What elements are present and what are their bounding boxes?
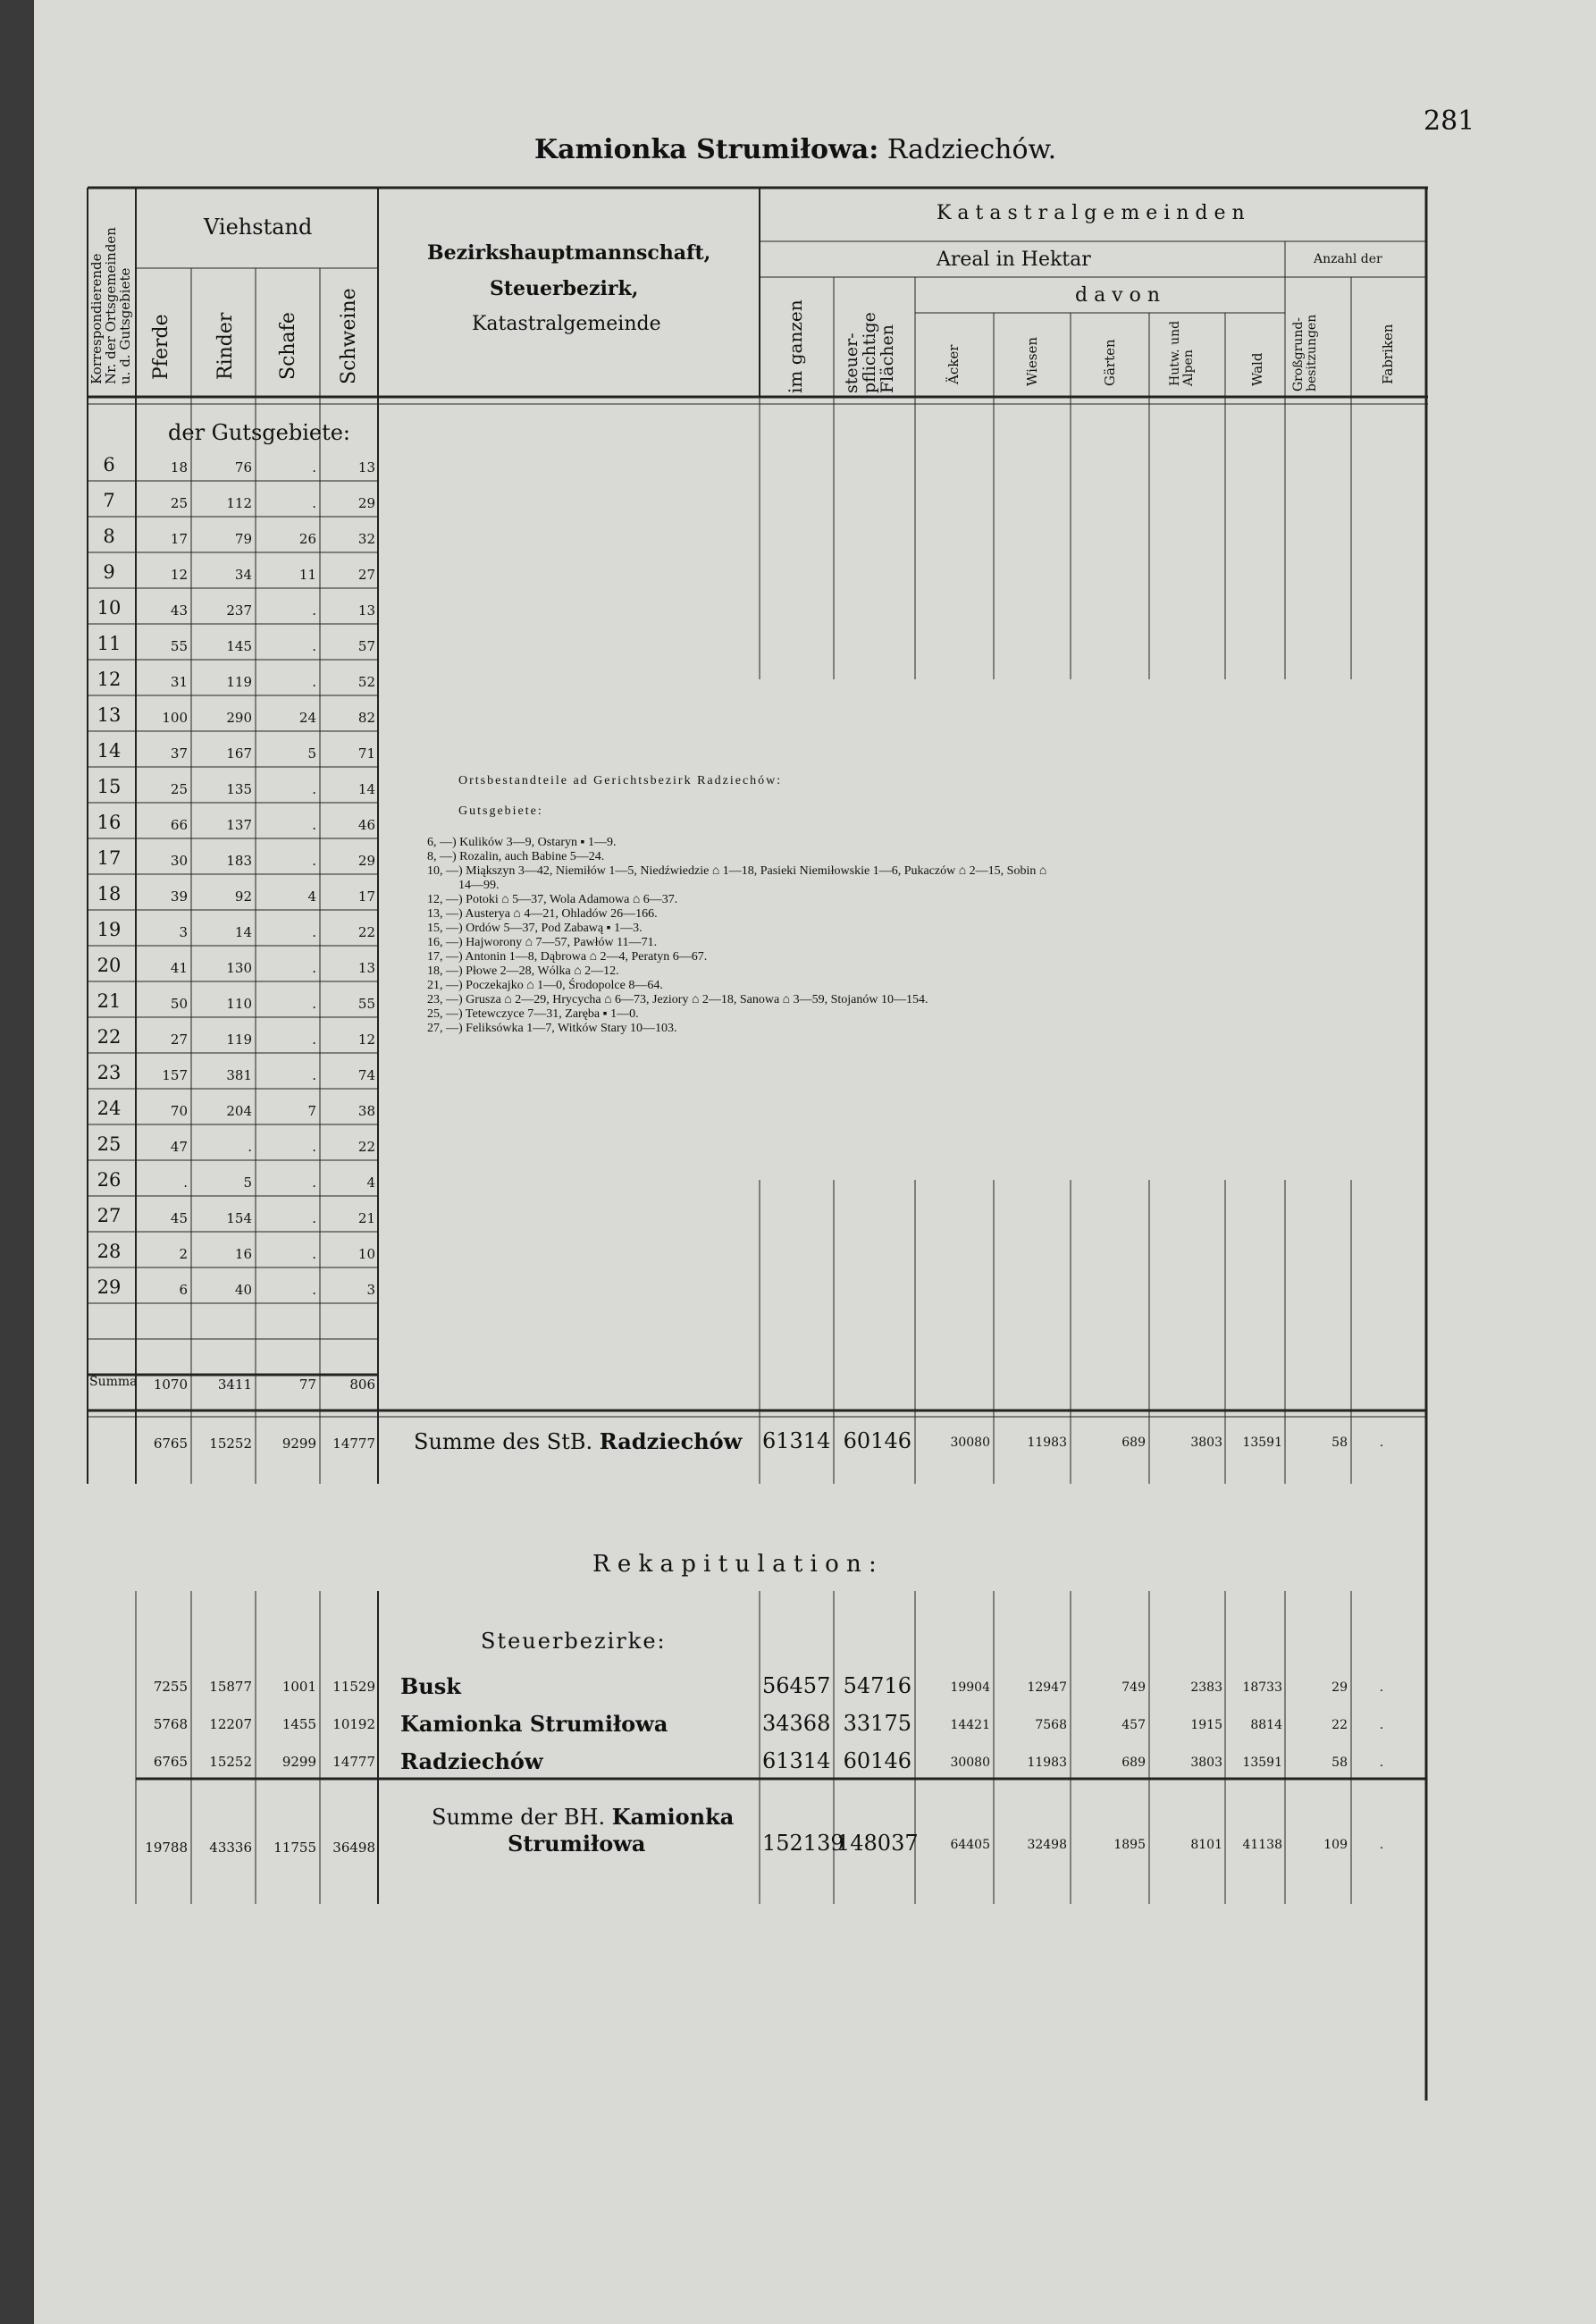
cell-schweine: 3 xyxy=(366,1282,375,1298)
cell-rinder: 112 xyxy=(226,495,252,511)
row-number: 27 xyxy=(97,1205,122,1226)
cell-s: 1001 xyxy=(281,1679,316,1695)
header-pferde: Pferde xyxy=(150,314,172,380)
areal-header: Areal in Hektar xyxy=(937,248,1091,271)
cell-pferde: 12 xyxy=(170,567,188,583)
cell-schweine: 55 xyxy=(357,996,375,1012)
cell-w: 14777 xyxy=(332,1436,375,1452)
cell-r: 15252 xyxy=(209,1436,252,1452)
cell-schafe: . xyxy=(312,996,316,1012)
cell-fabr: . xyxy=(1379,1680,1384,1695)
cell-gross: 22 xyxy=(1331,1718,1348,1732)
cell-r: 15252 xyxy=(209,1754,252,1770)
row-number: 26 xyxy=(97,1169,122,1191)
cell-schweine: 12 xyxy=(357,1031,375,1048)
cell-gross: 29 xyxy=(1331,1680,1348,1695)
cell-rinder: 119 xyxy=(226,1031,252,1048)
row-number: 24 xyxy=(97,1098,122,1119)
cell-schafe: . xyxy=(312,1031,316,1048)
cell-rinder: 79 xyxy=(234,531,252,547)
row-number: 17 xyxy=(97,847,122,869)
cell-schweine: 38 xyxy=(357,1103,375,1119)
cell-pferde: . xyxy=(183,1175,188,1191)
cell-pferde: 100 xyxy=(162,710,188,726)
cell-schweine: 57 xyxy=(357,638,375,654)
header-schweine: Schweine xyxy=(338,288,360,384)
ortsbestand-line: 23, —) Grusza ⌂ 2—29, Hrycycha ⌂ 6—73, Jeziory ⌂ 2—18, Sanowa ⌂ 3—59, Stojanów 10—154. xyxy=(427,993,928,1006)
cell-wald: 13591 xyxy=(1242,1756,1282,1770)
cell-schafe: 11 xyxy=(298,567,316,583)
cell-rinder: 34 xyxy=(234,567,252,583)
cell-wald: 13591 xyxy=(1242,1436,1282,1450)
cell-schafe: . xyxy=(312,495,316,511)
cell-gross: 58 xyxy=(1331,1756,1348,1770)
cell-schweine: 74 xyxy=(357,1067,375,1083)
cell-garten: 689 xyxy=(1121,1756,1146,1770)
cell-ganzen: 56457 xyxy=(762,1673,831,1698)
cell-hutw: 1915 xyxy=(1190,1718,1222,1732)
row-number: 11 xyxy=(97,633,122,654)
ortsbestand-line: 15, —) Ordów 5—37, Pod Zabawą ▪ 1—3. xyxy=(427,922,643,935)
cell-hutw: 8101 xyxy=(1190,1838,1222,1852)
cell-schweine: 22 xyxy=(357,1139,375,1155)
cell-p: 7255 xyxy=(153,1679,188,1695)
cell-rinder: 14 xyxy=(234,924,252,940)
cell-schweine: 4 xyxy=(366,1175,375,1191)
header-acker: Äcker xyxy=(945,344,962,384)
cell-garten: 1895 xyxy=(1113,1838,1146,1852)
row-number: 10 xyxy=(97,597,122,619)
cell-schafe: . xyxy=(312,602,316,619)
cell-gross: 109 xyxy=(1323,1838,1348,1852)
cell-acker: 30080 xyxy=(950,1756,990,1770)
ortsbestand-line: 27, —) Feliksówka 1—7, Witków Stary 10—103. xyxy=(427,1022,677,1035)
cell-p: 5768 xyxy=(153,1716,188,1732)
rekap-title: R e k a p i t u l a t i o n : xyxy=(592,1551,877,1578)
cell-schafe: . xyxy=(312,1210,316,1226)
header-wiesen: Wiesen xyxy=(1024,336,1040,386)
cell-schweine: 13 xyxy=(357,459,375,476)
cell-schweine: 10 xyxy=(357,1246,375,1262)
cell-schweine: 22 xyxy=(357,924,375,940)
cell-hutw: 3803 xyxy=(1190,1756,1222,1770)
book-binding xyxy=(0,0,34,2324)
cell-schweine: 29 xyxy=(357,853,375,869)
cell-hutw: 2383 xyxy=(1190,1680,1222,1695)
cell-pferde: 18 xyxy=(170,459,188,476)
ortsbestand-line: 14—99. xyxy=(458,879,500,892)
cell-schweine: 82 xyxy=(357,710,375,726)
cell-schweine: 52 xyxy=(357,674,375,690)
gutsgebiete-label: der Gutsgebiete: xyxy=(168,420,350,445)
row-number: 14 xyxy=(97,740,122,762)
header-hutw: Hutw. und Alpen xyxy=(1168,320,1196,386)
ortsbestand-line: 12, —) Potoki ⌂ 5—37, Wola Adamowa ⌂ 6—37. xyxy=(427,893,678,906)
cell-pferde: 17 xyxy=(170,531,188,547)
cell-schweine: 17 xyxy=(357,888,375,905)
cell-r: 15877 xyxy=(209,1679,252,1695)
cell-w: 10192 xyxy=(332,1716,375,1732)
cell-schafe: . xyxy=(312,853,316,869)
cell-wiesen: 7568 xyxy=(1035,1718,1067,1732)
cell-schafe: . xyxy=(312,674,316,690)
cell-schafe: . xyxy=(312,924,316,940)
cell-pferde: 50 xyxy=(170,996,188,1012)
ortsbestand-line: 10, —) Miąkszyn 3—42, Niemiłów 1—5, Niedźwiedzie ⌂ 1—18, Pasieki Niemiłowskie 1—6, Pukaczów ⌂ 2—15, Sobin ⌂ xyxy=(427,864,1047,878)
cell-pferde: 45 xyxy=(170,1210,188,1226)
cell-rinder: 76 xyxy=(234,459,252,476)
cell-acker: 14421 xyxy=(950,1718,990,1732)
cell-schweine: 29 xyxy=(357,495,375,511)
page-number: 281 xyxy=(1424,105,1475,137)
rekap-total-label-1: Summe der BH. Kamionka xyxy=(432,1804,735,1830)
cell-wiesen: 11983 xyxy=(1027,1756,1067,1770)
header-steuer: steuer- pflichtige Flächen xyxy=(842,312,897,393)
cell-ganzen: 34368 xyxy=(762,1711,831,1736)
cell-pferde: 2 xyxy=(179,1246,188,1262)
header-garten: Gärten xyxy=(1102,339,1118,386)
row-number: 16 xyxy=(97,812,122,833)
summa-label: Summa xyxy=(89,1375,138,1389)
cell-fabr: . xyxy=(1379,1436,1384,1450)
cell-schweine: 46 xyxy=(357,817,375,833)
cell-pferde: 25 xyxy=(170,781,188,797)
cell-acker: 64405 xyxy=(950,1838,990,1852)
cell-rinder: 5 xyxy=(243,1175,252,1191)
cell-wiesen: 32498 xyxy=(1027,1838,1067,1852)
row-number: 6 xyxy=(103,454,115,476)
table-grid xyxy=(34,0,1596,2324)
cell-rinder: 237 xyxy=(226,602,252,619)
davon-header: d a v o n xyxy=(1075,284,1161,307)
row-number: 12 xyxy=(97,669,122,690)
viehstand-header: Viehstand xyxy=(204,215,313,240)
cell-schafe: . xyxy=(312,781,316,797)
cell-pferde: 3 xyxy=(179,924,188,940)
cell-pferde: 27 xyxy=(170,1031,188,1048)
cell-wiesen: 11983 xyxy=(1027,1436,1067,1450)
cell-schweine: 32 xyxy=(357,531,375,547)
row-number: 21 xyxy=(97,990,122,1012)
cell-ganzen: 152139 xyxy=(762,1831,844,1856)
cell-schafe: . xyxy=(312,1282,316,1298)
row-number: 23 xyxy=(97,1062,122,1083)
row-number: 7 xyxy=(103,490,115,511)
cell-rinder: 119 xyxy=(226,674,252,690)
cell-hutw: 3803 xyxy=(1190,1436,1222,1450)
cell-wald: 18733 xyxy=(1242,1680,1282,1695)
cell-s: 9299 xyxy=(281,1436,316,1452)
row-number: 15 xyxy=(97,776,122,797)
cell-schweine: 27 xyxy=(357,567,375,583)
cell-rinder: 137 xyxy=(226,817,252,833)
cell-w: 11529 xyxy=(332,1679,375,1695)
cell-schweine: 14 xyxy=(357,781,375,797)
cell-p: 6765 xyxy=(153,1754,188,1770)
cell-rinder: 130 xyxy=(226,960,252,976)
cell-pferde: 47 xyxy=(170,1139,188,1155)
cell-pferde: 39 xyxy=(170,888,188,905)
rekap-sub: Steuerbezirke: xyxy=(481,1629,667,1654)
row-number: 29 xyxy=(97,1276,122,1298)
cell-schafe: 24 xyxy=(298,710,316,726)
header-im-ganzen: im ganzen xyxy=(785,299,806,393)
cell-r: 43336 xyxy=(209,1840,252,1856)
row-number: 9 xyxy=(103,561,115,583)
cell-rinder: 135 xyxy=(226,781,252,797)
header-grossgrund: Großgrund-besitzungen xyxy=(1291,314,1319,392)
cell-w: 14777 xyxy=(332,1754,375,1770)
cell-schweine: 13 xyxy=(357,602,375,619)
cell-schweine: 71 xyxy=(357,745,375,762)
summa-schafe: 77 xyxy=(298,1377,316,1393)
cell-rinder: 167 xyxy=(226,745,252,762)
cell-schweine: 21 xyxy=(357,1210,375,1226)
cell-schafe: . xyxy=(312,817,316,833)
row-number: 28 xyxy=(97,1241,122,1262)
korr-header: Korrespondierende Nr. der Ortsgemeinden u. d. Gutsgebiete xyxy=(88,227,133,384)
anzahl-header: Anzahl der xyxy=(1314,252,1382,266)
rekap-row-name: Kamionka Strumiłowa xyxy=(400,1711,668,1737)
ortsbestand-line: 13, —) Austerya ⌂ 4—21, Ohladów 26—166. xyxy=(427,907,658,921)
cell-schafe: 26 xyxy=(298,531,316,547)
cell-wald: 41138 xyxy=(1242,1838,1282,1852)
cell-s: 11755 xyxy=(273,1840,316,1856)
rekap-total-label-2: Strumiłowa xyxy=(508,1831,646,1857)
bezirk-header-2: Steuerbezirk, xyxy=(490,277,639,300)
summe-stb-label: Summe des StB. Radziechów xyxy=(414,1428,743,1454)
ortsbestand-line: 8, —) Rozalin, auch Babine 5—24. xyxy=(427,850,605,863)
cell-pferde: 70 xyxy=(170,1103,188,1119)
ortsbestand-line: 18, —) Płowe 2—28, Wólka ⌂ 2—12. xyxy=(427,964,619,978)
cell-pferde: 37 xyxy=(170,745,188,762)
cell-rinder: 290 xyxy=(226,710,252,726)
row-number: 18 xyxy=(97,883,122,905)
cell-steuer: 148037 xyxy=(836,1831,919,1856)
cell-steuer: 54716 xyxy=(843,1673,911,1698)
cell-schafe: 4 xyxy=(307,888,316,905)
row-number: 25 xyxy=(97,1133,122,1155)
cell-fabr: . xyxy=(1379,1756,1384,1770)
cell-steuer: 60146 xyxy=(843,1428,911,1453)
ortsbestand-line: 6, —) Kulików 3—9, Ostaryn ▪ 1—9. xyxy=(427,836,617,849)
cell-garten: 749 xyxy=(1121,1680,1146,1695)
title-rest: Radziechów. xyxy=(878,134,1057,165)
cell-p: 6765 xyxy=(153,1436,188,1452)
cell-rinder: 381 xyxy=(226,1067,252,1083)
cell-acker: 19904 xyxy=(950,1680,990,1695)
cell-garten: 457 xyxy=(1121,1718,1146,1732)
cell-s: 9299 xyxy=(281,1754,316,1770)
row-number: 20 xyxy=(97,955,122,976)
page xyxy=(34,0,1596,2324)
cell-schweine: 13 xyxy=(357,960,375,976)
bezirk-header-1: Bezirkshauptmannschaft, xyxy=(427,241,711,265)
header-wald: Wald xyxy=(1249,352,1265,386)
cell-pferde: 6 xyxy=(179,1282,188,1298)
ortsbestand-line: 25, —) Tetewczyce 7—31, Zaręba ▪ 1—0. xyxy=(427,1007,639,1021)
cell-rinder: 92 xyxy=(234,888,252,905)
summa-schweine: 806 xyxy=(349,1377,375,1393)
cell-pferde: 55 xyxy=(170,638,188,654)
cell-rinder: 40 xyxy=(234,1282,252,1298)
cell-s: 1455 xyxy=(281,1716,316,1732)
cell-acker: 30080 xyxy=(950,1436,990,1450)
cell-steuer: 33175 xyxy=(843,1711,911,1736)
cell-rinder: 154 xyxy=(226,1210,252,1226)
cell-steuer: 60146 xyxy=(843,1748,911,1773)
cell-schafe: . xyxy=(312,1246,316,1262)
cell-schafe: . xyxy=(312,1139,316,1155)
cell-pferde: 25 xyxy=(170,495,188,511)
ortsbestand-line: 21, —) Poczekajko ⌂ 1—0, Środopolce 8—64. xyxy=(427,979,663,992)
ortsbestand-sub: Gutsgebiete: xyxy=(458,804,543,818)
row-number: 13 xyxy=(97,704,122,726)
row-number: 19 xyxy=(97,919,122,940)
summa-rinder: 3411 xyxy=(217,1377,252,1393)
cell-fabr: . xyxy=(1379,1838,1384,1852)
cell-wald: 8814 xyxy=(1250,1718,1282,1732)
cell-schafe: . xyxy=(312,459,316,476)
rekap-row-name: Radziechów xyxy=(400,1748,543,1774)
bezirk-header-3: Katastralgemeinde xyxy=(472,313,661,335)
header-rinder: Rinder xyxy=(214,312,237,380)
cell-pferde: 41 xyxy=(170,960,188,976)
cell-pferde: 30 xyxy=(170,853,188,869)
cell-rinder: 183 xyxy=(226,853,252,869)
cell-pferde: 31 xyxy=(170,674,188,690)
cell-rinder: 110 xyxy=(226,996,252,1012)
cell-schafe: . xyxy=(312,638,316,654)
cell-garten: 689 xyxy=(1121,1436,1146,1450)
title-bold: Kamionka Strumiłowa: xyxy=(534,134,879,165)
ortsbestand-line: 16, —) Hajworony ⌂ 7—57, Pawłów 11—71. xyxy=(427,936,658,949)
row-number: 22 xyxy=(97,1026,122,1048)
cell-rinder: 16 xyxy=(234,1246,252,1262)
cell-ganzen: 61314 xyxy=(762,1748,831,1773)
cell-schafe: 7 xyxy=(307,1103,316,1119)
katastral-header: K a t a s t r a l g e m e i n d e n xyxy=(937,202,1245,224)
rekap-row-name: Busk xyxy=(400,1673,461,1699)
cell-schafe: . xyxy=(312,1067,316,1083)
cell-fabr: . xyxy=(1379,1718,1384,1732)
row-number: 8 xyxy=(103,526,115,547)
cell-r: 12207 xyxy=(209,1716,252,1732)
cell-schafe: 5 xyxy=(307,745,316,762)
cell-rinder: 204 xyxy=(226,1103,252,1119)
cell-w: 36498 xyxy=(332,1840,375,1856)
cell-ganzen: 61314 xyxy=(762,1428,831,1453)
cell-pferde: 66 xyxy=(170,817,188,833)
cell-p: 19788 xyxy=(145,1840,188,1856)
cell-rinder: 145 xyxy=(226,638,252,654)
cell-schafe: . xyxy=(312,1175,316,1191)
cell-pferde: 157 xyxy=(162,1067,188,1083)
summa-pferde: 1070 xyxy=(153,1377,188,1393)
cell-pferde: 43 xyxy=(170,602,188,619)
cell-wiesen: 12947 xyxy=(1027,1680,1067,1695)
cell-gross: 58 xyxy=(1331,1436,1348,1450)
ortsbestand-heading: Ortsbestandteile ad Gerichtsbezirk Radziechów: xyxy=(458,774,783,787)
ortsbestand-line: 17, —) Antonin 1—8, Dąbrowa ⌂ 2—4, Peratyn 6—67. xyxy=(427,950,708,964)
cell-rinder: . xyxy=(248,1139,252,1155)
header-fabriken: Fabriken xyxy=(1380,324,1396,384)
cell-schafe: . xyxy=(312,960,316,976)
header-schafe: Schafe xyxy=(277,312,299,380)
